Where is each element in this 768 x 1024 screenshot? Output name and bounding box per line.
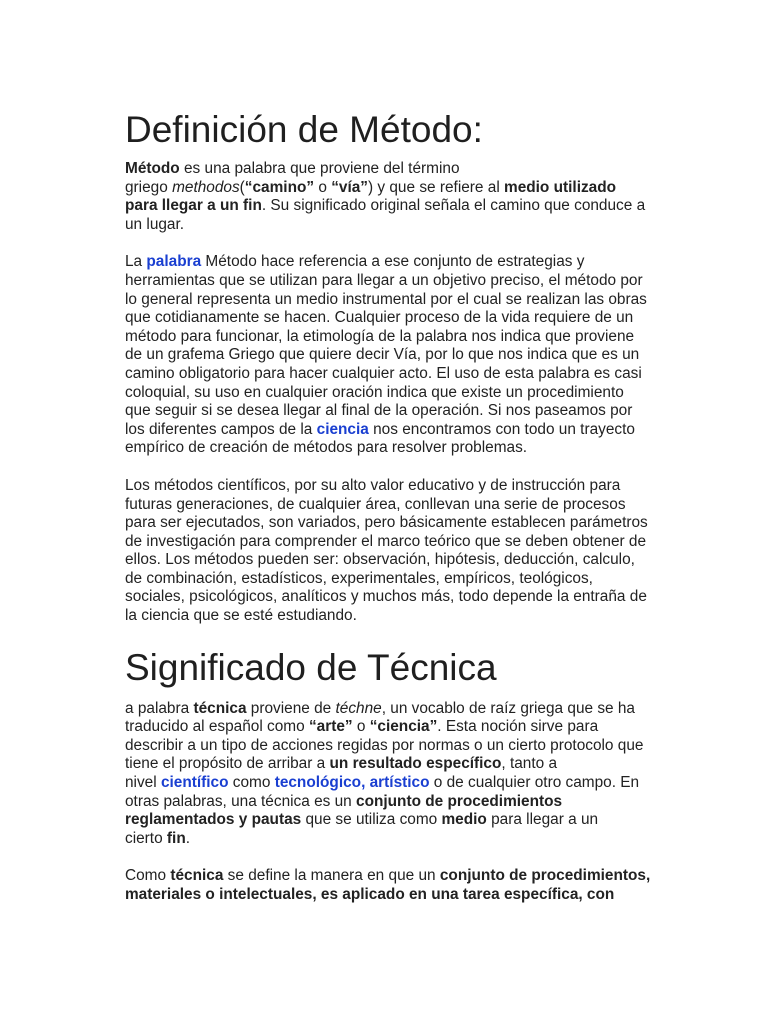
text-span: . <box>185 829 191 847</box>
text-span: griego <box>125 178 173 196</box>
text-span: o de cualquier otro campo. En <box>429 774 640 792</box>
text-span: . Esta noción sirve para <box>437 718 599 736</box>
text-span: La <box>125 253 147 271</box>
text-line <box>125 811 665 830</box>
link-palabra[interactable]: palabra <box>146 253 202 271</box>
text-span: o <box>314 178 332 196</box>
text-line: de combinación, estadísticos, experimentales, empíricos, teológicos, <box>125 569 593 587</box>
text-line: lo general representa un medio instrumental por el cual se realizan las obras <box>125 290 647 308</box>
text-span: , tanto a <box>501 755 558 773</box>
text-span: , <box>361 774 370 792</box>
text-line: coloquial, su uso en cualquier oración indica que existe un procedimiento <box>125 383 624 401</box>
bold-term: materiales o intelectuales, es aplicado en una tarea específica, con <box>125 886 615 903</box>
bold-term: “ciencia” <box>369 718 438 736</box>
text-span: , un vocablo de raíz griega que se ha <box>381 699 635 717</box>
text-line <box>125 160 665 179</box>
text-line <box>125 755 665 774</box>
bold-term: “camino” <box>244 178 315 196</box>
text-line: ellos. Los métodos pueden ser: observación, hipótesis, deducción, calculo, <box>125 551 635 569</box>
text-span: que se utiliza como <box>301 811 442 829</box>
text-span: nivel <box>125 774 161 792</box>
text-span: otras palabras, una técnica es un <box>125 792 357 810</box>
text-span: a palabra <box>125 699 194 717</box>
bold-term: técnica <box>193 699 247 717</box>
text-line <box>125 700 665 719</box>
text-line: de investigación para comprender el marco teórico que se deben obtener de <box>125 532 647 550</box>
bold-term: un resultado específico <box>329 755 502 773</box>
bold-term: conjunto de procedimientos <box>356 792 563 810</box>
text-line <box>125 867 665 886</box>
paragraph-metodos-cientificos <box>125 477 665 626</box>
text-line: de un grafema Griego que quiere decir Vía, por lo que nos indica que es un <box>125 346 640 364</box>
text-line <box>125 197 665 216</box>
text-span: ( <box>239 178 245 196</box>
text-line <box>125 718 665 737</box>
text-span: cierto <box>125 829 167 847</box>
text-line <box>125 830 665 849</box>
bold-term: “vía” <box>331 178 368 196</box>
text-line: futuras generaciones, de cualquier área, conllevan una serie de procesos <box>125 495 626 513</box>
bold-term: fin <box>166 829 186 847</box>
link-artistico[interactable]: artístico <box>369 774 430 792</box>
text-line <box>125 793 665 812</box>
paragraph-tecnica-definicion <box>125 867 665 904</box>
text-span: ) y que se refiere al <box>368 178 505 196</box>
link-ciencia[interactable]: ciencia <box>316 420 369 438</box>
text-line: camino obligatorio para hacer cualquier acto. El uso de esta palabra es casi <box>125 364 642 382</box>
heading-tecnica: Significado de Técnica <box>125 646 497 688</box>
text-line <box>125 774 665 793</box>
text-line: empírico de creación de métodos para resolver problemas. <box>125 439 528 457</box>
bold-term: reglamentados y pautas <box>125 811 302 829</box>
text-span: se define la manera en que un <box>223 867 440 885</box>
paragraph-metodo-definicion <box>125 253 665 458</box>
text-span: Método hace referencia a ese conjunto de estrategias y <box>201 253 585 271</box>
bold-term: técnica <box>170 867 224 885</box>
text-line: describir a un tipo de acciones regidas por normas o un cierto protocolo que <box>125 736 644 754</box>
text-line: que seguir si se desea llegar al final de la operación. Si nos paseamos por <box>125 402 633 420</box>
text-line: método para funcionar, la etimología de la palabra nos indica que proviene <box>125 327 635 345</box>
link-tecnologico[interactable]: tecnológico <box>274 774 362 792</box>
document-body <box>125 108 665 924</box>
text-line: herramientas que se utilizan para llegar a un objetivo preciso, el método por <box>125 271 643 289</box>
link-cientifico[interactable]: científico <box>160 774 229 792</box>
bold-term: medio utilizado <box>504 178 617 196</box>
text-line <box>125 421 665 440</box>
text-span: proviene de <box>246 699 336 717</box>
text-span: o <box>352 718 370 736</box>
text-line <box>125 179 665 198</box>
text-span: es una palabra que proviene del término <box>179 160 460 177</box>
bold-term: para llegar a un fin <box>125 197 262 215</box>
text-span: para llegar a un <box>486 811 599 829</box>
heading-metodo: Definición de Método: <box>125 109 483 150</box>
text-span: . Su significado original señala el camino que conduce a <box>261 197 646 215</box>
text-line <box>125 886 665 905</box>
bold-term: conjunto de procedimientos, <box>439 867 651 885</box>
bold-term: medio <box>441 811 487 829</box>
paragraph-metodo-intro <box>125 160 665 234</box>
italic-term: methodos <box>172 178 240 196</box>
text-span: tiene el propósito de arribar a <box>125 755 330 773</box>
text-line: la ciencia que se esté estudiando. <box>125 607 357 625</box>
text-span: los diferentes campos de la <box>125 420 317 438</box>
text-line: Los métodos científicos, por su alto valor educativo y de instrucción para <box>125 476 621 494</box>
text-span: Como <box>125 867 171 885</box>
text-span: como <box>228 774 275 792</box>
text-span: traducido al español como <box>125 718 309 736</box>
italic-term: téchne <box>335 699 382 717</box>
text-line <box>125 253 665 272</box>
text-span: nos encontramos con todo un trayecto <box>368 420 635 438</box>
text-line: sociales, psicológicos, analíticos y muchos más, todo depende la entraña de <box>125 588 647 606</box>
bold-term: “arte” <box>308 718 353 736</box>
text-line: que cotidianamente se hacen. Cualquier proceso de la vida requiere de un <box>125 309 634 327</box>
text-line: para ser ejecutados, son variados, pero básicamente establecen parámetros <box>125 514 648 532</box>
text-line: un lugar. <box>125 215 185 233</box>
bold-term: Método <box>125 160 180 177</box>
paragraph-tecnica-intro <box>125 700 665 849</box>
